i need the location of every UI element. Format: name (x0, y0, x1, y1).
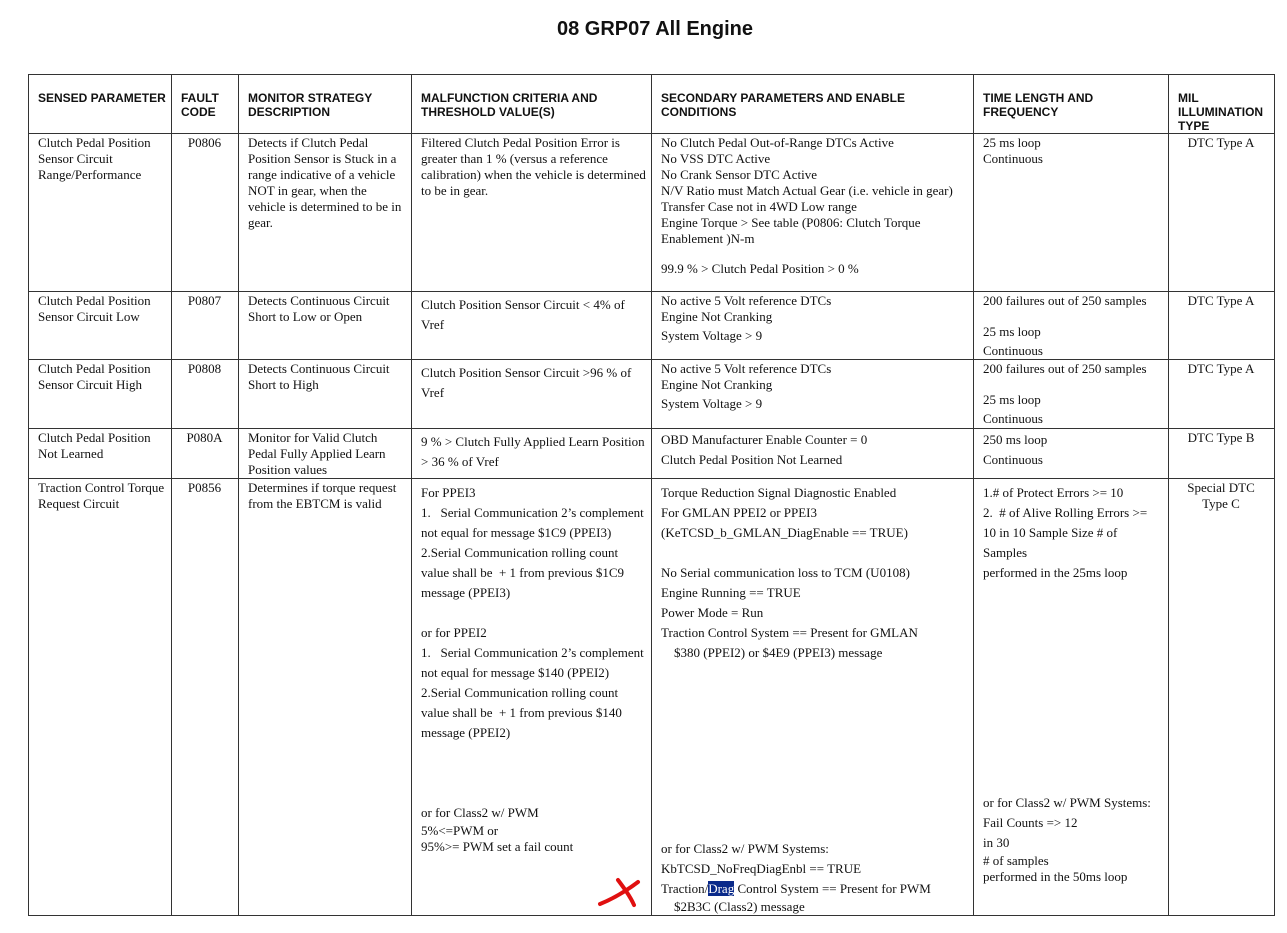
text-line: 200 failures out of 250 samples (983, 361, 1147, 376)
text-line: No Serial communication loss to TCM (U0108) (661, 565, 910, 580)
text-line: 25 ms loop (983, 324, 1041, 339)
text-line: No Crank Sensor DTC Active (661, 167, 817, 182)
cell-time (974, 134, 1169, 292)
cell-param: Clutch Pedal Position Sensor Circuit High (29, 360, 172, 429)
cell-code: P0856 (172, 479, 239, 916)
text-line: N/V Ratio must Match Actual Gear (i.e. vehicle in gear) (661, 183, 953, 198)
table-row (29, 360, 1275, 429)
header-monitor-strategy: MONITOR STRATEGY DESCRIPTION (239, 75, 412, 134)
table-row (29, 134, 1275, 292)
table-row (29, 479, 1275, 916)
text-line: 2.Serial Communication rolling count value shall be + 1 from previous $140 message (PPEI2) (421, 685, 626, 740)
cell-mil: DTC Type A (1169, 360, 1275, 429)
text-line: in 30 (983, 835, 1010, 850)
text-line: Traction Control System == Present for GMLAN (661, 625, 918, 640)
text-line: $2B3C (Class2) message (674, 899, 805, 914)
text-line: 25 ms loop (983, 392, 1041, 407)
text-line: Torque Reduction Signal Diagnostic Enabled (661, 485, 897, 500)
cell-param: Traction Control Torque Request Circuit (29, 479, 172, 916)
text-line: No active 5 Volt reference DTCs (661, 293, 832, 308)
cell-time (974, 292, 1169, 360)
cell-sec (652, 134, 974, 292)
table-row (29, 292, 1275, 360)
diagnostic-table (28, 74, 1275, 916)
cell-mil: DTC Type B (1169, 429, 1275, 479)
header-secondary-parameters: SECONDARY PARAMETERS AND ENABLE CONDITIONS (652, 75, 974, 134)
cell-time (974, 360, 1169, 429)
text-line: Clutch Position Sensor Circuit < 4% of Vref (421, 297, 628, 332)
text-line: Fail Counts => 12 (983, 815, 1078, 830)
text-line: For GMLAN PPEI2 or PPEI3 (661, 505, 818, 520)
cell-param: Clutch Pedal Position Sensor Circuit Low (29, 292, 172, 360)
text-line: Continuous (983, 343, 1043, 358)
text-line: 2.Serial Communication rolling count value shall be + 1 from previous $1C9 message (PPEI3) (421, 545, 628, 600)
cell-mil: DTC Type A (1169, 292, 1275, 360)
text-line: 99.9 % > Clutch Pedal Position > 0 % (661, 261, 859, 276)
cell-desc: Detects Continuous Circuit Short to Low or Open (239, 292, 412, 360)
text-line: performed in the 25ms loop (983, 565, 1128, 580)
text-line: 1. Serial Communication 2’s complement not equal for message $140 (PPEI2) (421, 645, 648, 680)
text-line: Engine Running == TRUE (661, 585, 801, 600)
text-fragment: Control System == Present for PWM (734, 881, 931, 896)
cell-mil: Special DTC Type C (1169, 479, 1275, 916)
text-line (661, 879, 968, 899)
text-line: performed in the 50ms loop (983, 869, 1128, 884)
text-line: 95%>= PWM set a fail count (421, 839, 574, 854)
cell-sec (652, 292, 974, 360)
cell-malf (412, 479, 652, 916)
header-time-length: TIME LENGTH AND FREQUENCY (974, 75, 1169, 134)
text-line: OBD Manufacturer Enable Counter = 0 (661, 432, 868, 447)
cell-desc: Determines if torque request from the EBTCM is valid (239, 479, 412, 916)
text-line: Engine Not Cranking (661, 377, 773, 392)
text-line: Continuous (983, 151, 1043, 166)
text-line: 2. # of Alive Rolling Errors >= 10 in 10 Sample Size # of Samples (983, 505, 1151, 560)
text-line: (KeTCSD_b_GMLAN_DiagEnable == TRUE) (661, 525, 908, 540)
header-row (29, 75, 1275, 134)
text-line: Clutch Position Sensor Circuit >96 % of Vref (421, 365, 635, 400)
cell-sec (652, 360, 974, 429)
cell-param: Clutch Pedal Position Not Learned (29, 429, 172, 479)
text-line: 5%<=PWM or (421, 823, 499, 838)
text-line: System Voltage > 9 (661, 328, 763, 343)
text-line: Clutch Pedal Position Not Learned (661, 452, 843, 467)
text-line: No Clutch Pedal Out-of-Range DTCs Active (661, 135, 894, 150)
red-x-mark-icon (596, 872, 646, 912)
cell-time (974, 429, 1169, 479)
text-line: Power Mode = Run (661, 605, 764, 620)
header-sensed-parameter: SENSED PARAMETER (29, 75, 172, 134)
text-line: or for Class2 w/ PWM (421, 805, 539, 820)
text-fragment: Traction/ (661, 881, 709, 896)
header-malfunction-criteria: MALFUNCTION CRITERIA AND THRESHOLD VALUE(S) (412, 75, 652, 134)
text-line: Transfer Case not in 4WD Low range (661, 199, 857, 214)
page-title: 08 GRP07 All Engine (557, 18, 753, 40)
text-line: No active 5 Volt reference DTCs (661, 361, 832, 376)
table-row (29, 429, 1275, 479)
text-line: No VSS DTC Active (661, 151, 771, 166)
text-line: $380 (PPEI2) or $4E9 (PPEI3) message (674, 645, 883, 660)
text-line: or for Class2 w/ PWM Systems: (661, 841, 829, 856)
text-line: Continuous (983, 452, 1043, 467)
cell-time (974, 479, 1169, 916)
cell-desc: Detects if Clutch Pedal Position Sensor is Stuck in a range indicative of a vehicle NOT in gear, when the vehicle is determined to be in gear. (239, 134, 412, 292)
cell-code: P0807 (172, 292, 239, 360)
highlighted-word[interactable]: Drag (708, 881, 735, 896)
cell-sec (652, 429, 974, 479)
text-line: 9 % > Clutch Fully Applied Learn Position > 36 % of Vref (421, 434, 648, 469)
text-line: Engine Torque > See table (P0806: Clutch Torque Enablement )N-m (661, 215, 924, 246)
text-line: 250 ms loop (983, 432, 1048, 447)
cell-code: P0806 (172, 134, 239, 292)
cell-sec (652, 479, 974, 916)
text-line: # of samples (983, 853, 1049, 868)
text-line: Engine Not Cranking (661, 309, 773, 324)
text-line: Continuous (983, 411, 1043, 426)
text-line: or for Class2 w/ PWM Systems: (983, 795, 1151, 810)
text-line: KbTCSD_NoFreqDiagEnbl == TRUE (661, 861, 862, 876)
text-line: 1.# of Protect Errors >= 10 (983, 485, 1124, 500)
cell-code: P080A (172, 429, 239, 479)
cell-malf (412, 292, 652, 360)
cell-param: Clutch Pedal Position Sensor Circuit Range/Performance (29, 134, 172, 292)
cell-malf (412, 429, 652, 479)
text-line: For PPEI3 (421, 485, 476, 500)
header-mil-type: MIL ILLUMINATION TYPE (1169, 75, 1275, 134)
cell-malf: Filtered Clutch Pedal Position Error is greater than 1 % (versus a reference calibration) when the vehicle is determined to be in gear. (412, 134, 652, 292)
cell-mil: DTC Type A (1169, 134, 1275, 292)
cell-code: P0808 (172, 360, 239, 429)
header-fault-code: FAULT CODE (172, 75, 239, 134)
text-line: 25 ms loop (983, 135, 1041, 150)
text-line: 1. Serial Communication 2’s complement not equal for message $1C9 (PPEI3) (421, 505, 648, 540)
text-line: 200 failures out of 250 samples (983, 293, 1147, 308)
text-line: or for PPEI2 (421, 625, 487, 640)
cell-desc: Monitor for Valid Clutch Pedal Fully Applied Learn Position values (239, 429, 412, 479)
cell-malf (412, 360, 652, 429)
cell-desc: Detects Continuous Circuit Short to High (239, 360, 412, 429)
text-line: System Voltage > 9 (661, 396, 763, 411)
